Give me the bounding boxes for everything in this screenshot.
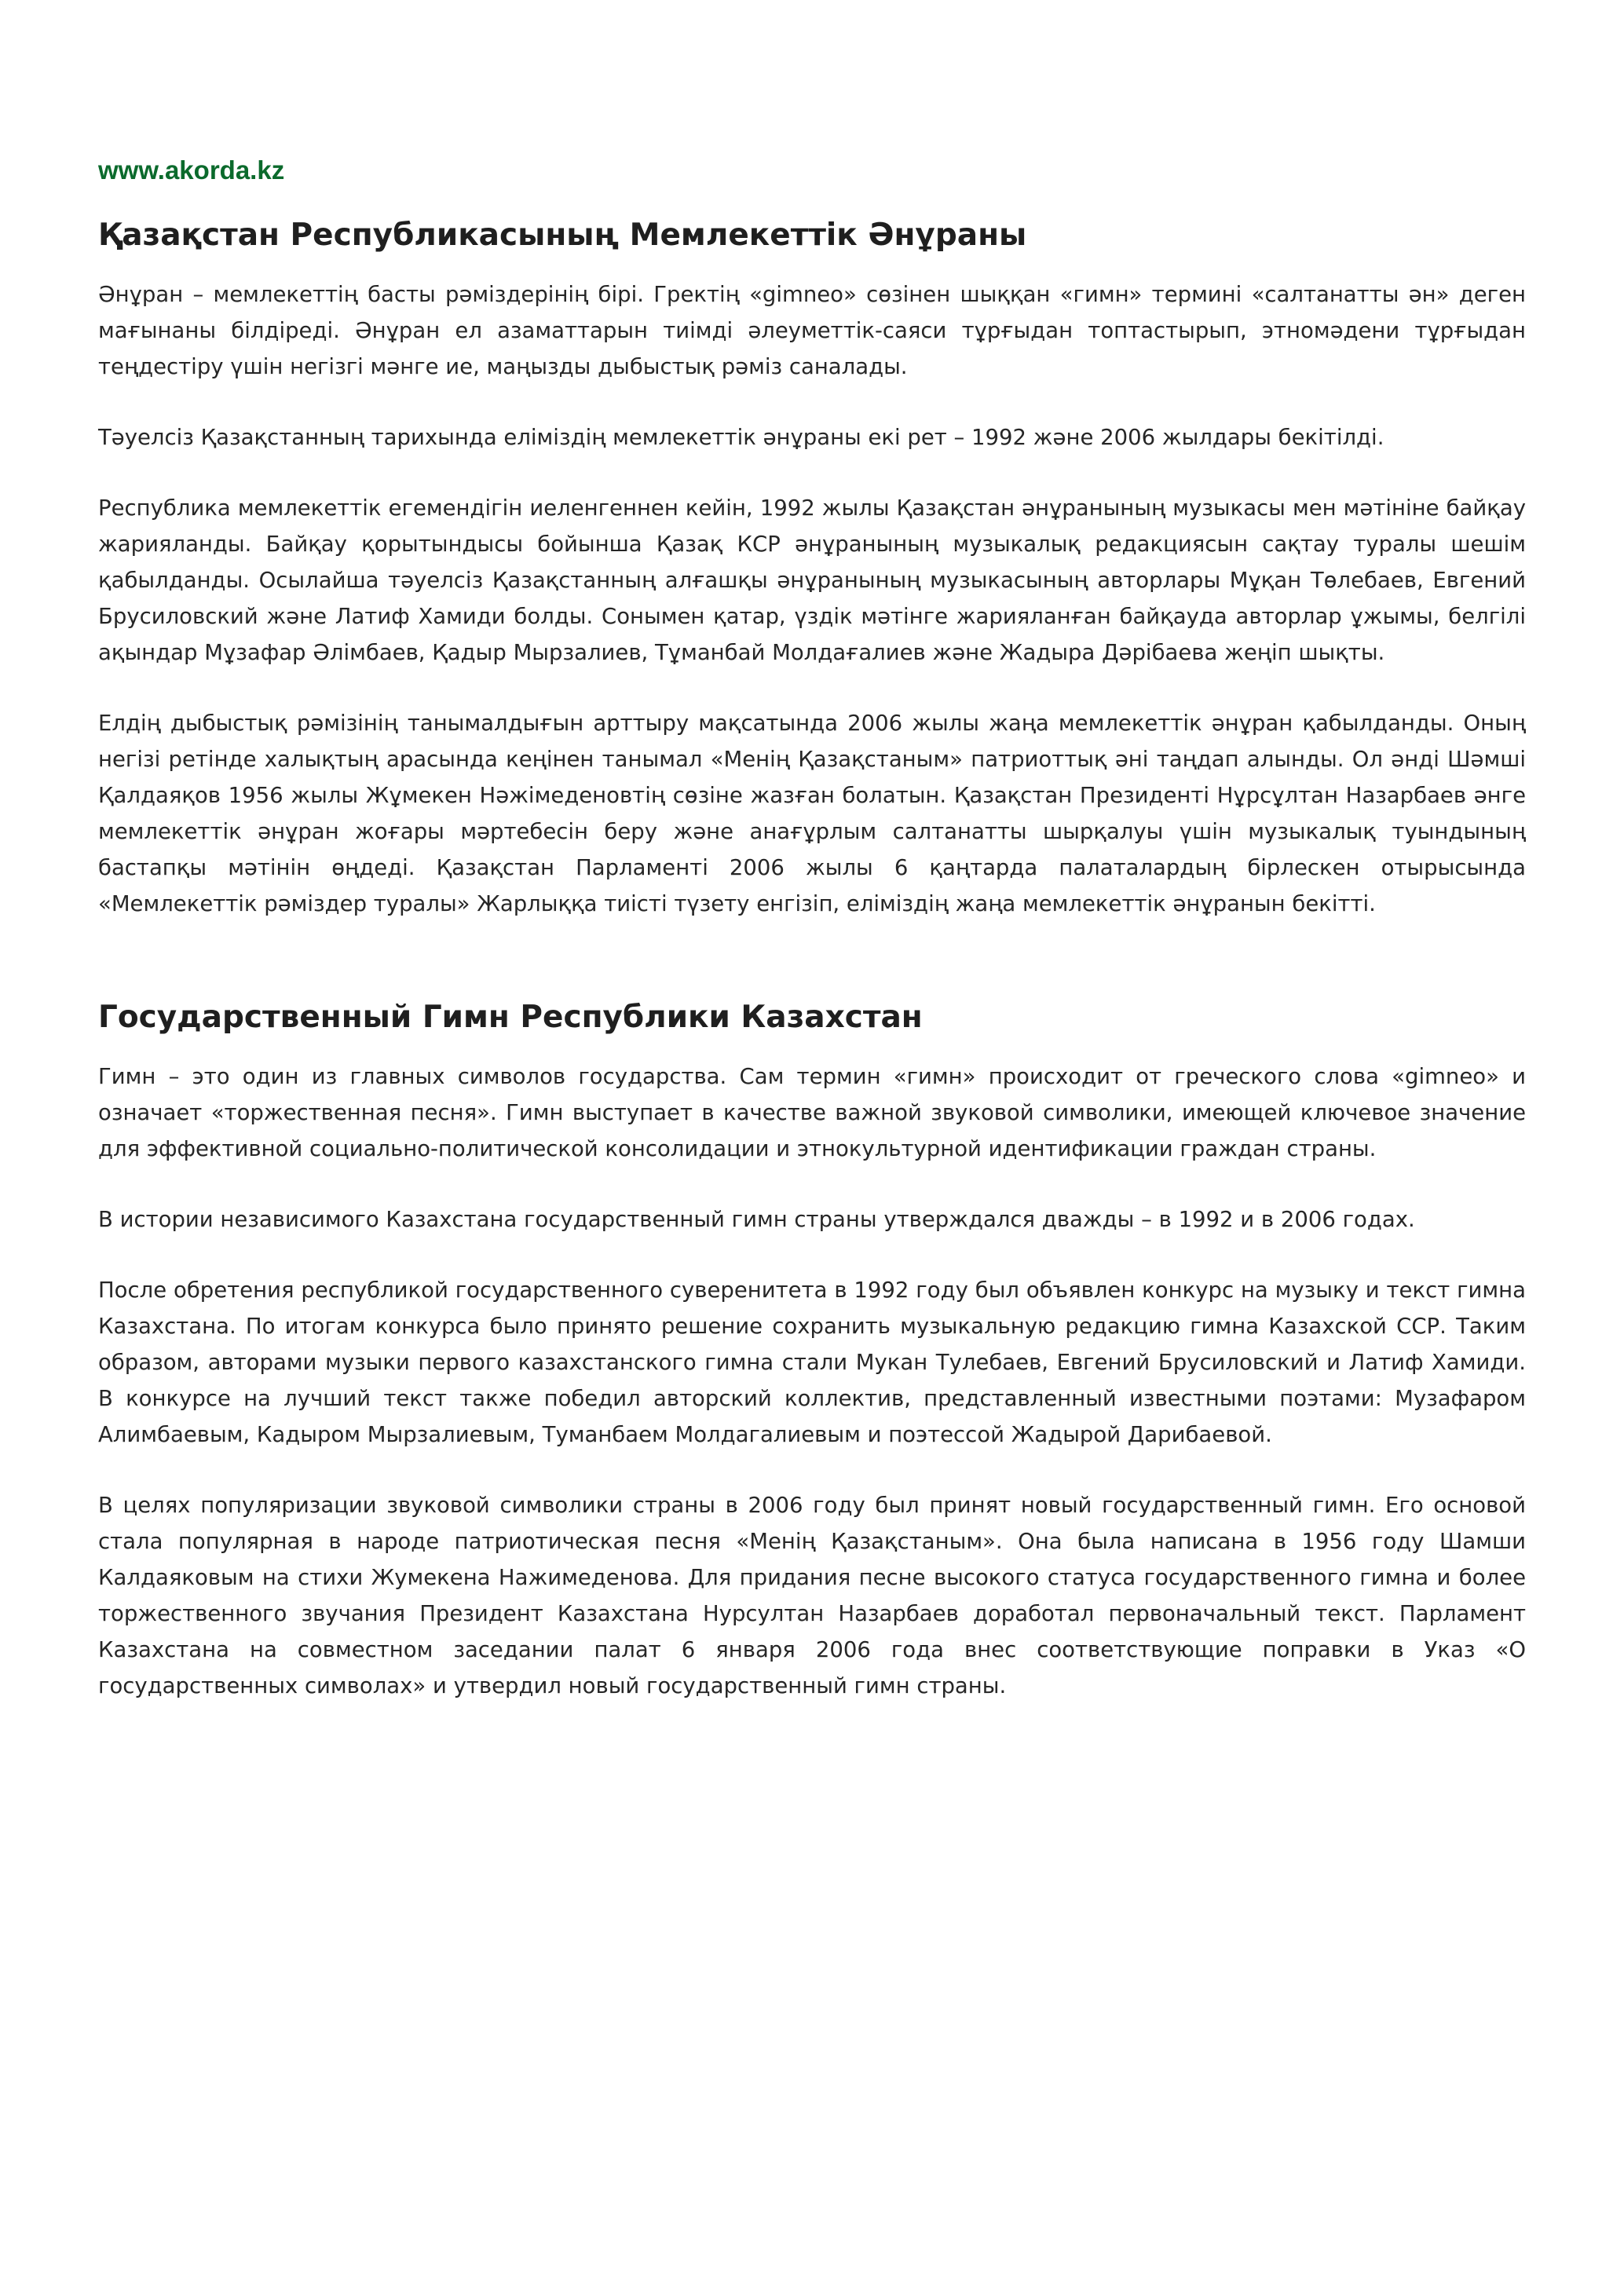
paragraph: В целях популяризации звуковой символики страны в 2006 году был принят новый государственный гимн. Его основой стала популярная в народе патриотическая песня «Менің Қазақстаным». Она была написана в 1956 году Шамши Калдаяковым на стихи Жумекена Нажимеденова. Для придания песне высокого статуса государственного гимна и более торжественного звучания Президент Казахстана Нурсултан Назарбаев доработал первоначальный текст. Парламент Казахстана на совместном заседании палат 6 января 2006 года внес соответствующие поправки в Указ «О государственных символах» и утвердил новый государственный гимн страны.	[98, 1493, 1526, 1698]
site-link[interactable]: www.akorda.kz	[98, 155, 285, 185]
paragraph: После обретения республикой государственного суверенитета в 1992 году был объявлен конкурс на музыку и текст гимна Казахстана. По итогам конкурса было принято решение сохранить музыкальную редакцию гимна Казахской ССР. Таким образом, авторами музыки первого казахстанского гимна стали Мукан Тулебаев, Евгений Брусиловский и Латиф Хамиди. В конкурсе на лучший текст также победил авторский коллектив, представленный известными поэтами: Музафаром Алимбаевым, Кадыром Мырзалиевым, Туманбаем Молдагалиевым и поэтессой Жадырой Дарибаевой.	[98, 1278, 1526, 1447]
paragraph: В истории независимого Казахстана государственный гимн страны утверждался дважды – в 1992 и в 2006 годах.	[98, 1207, 1415, 1232]
document-page	[98, 0, 1526, 2296]
section-russian	[98, 996, 1526, 1738]
paragraph: Әнұран – мемлекеттің басты рәміздерінің бірі. Гректің «gimneo» сөзінен шыққан «гимн» термині «салтанатты ән» деген мағынаны білдіреді. Әнұран ел азаматтарын тиімді әлеуметтік-саяси тұрғыдан топтастырып, этномәдени тұрғыдан теңдестіру үшін негізгі мәнге ие, маңызды дыбыстық рәміз саналады.	[98, 282, 1526, 379]
section-kazakh	[98, 214, 1526, 956]
paragraph: Елдің дыбыстық рәмізінің танымалдығын арттыру мақсатында 2006 жылы жаңа мемлекеттік әнұран қабылданды. Оның негізі ретінде халықтың арасында кеңінен танымал «Менің Қазақстаным» патриоттық әні таңдап алынды. Ол әнді Шәмші Қалдаяқов 1956 жылы Жұмекен Нәжімеденовтің сөзіне жазған болатын. Қазақстан Президенті Нұрсұлтан Назарбаев әнге мемлекеттік әнұран жоғары мәртебесін беру және анағұрлым салтанатты шырқалуы үшін музыкалық туындының бастапқы мәтінін өңдеді. Қазақстан Парламенті 2006 жылы 6 қаңтарда палаталардың бірлескен отырысында «Мемлекеттік рәміздер туралы» Жарлыққа тиісті түзету енгізіп, еліміздің жаңа мемлекеттік әнұранын бекітті.	[98, 711, 1526, 916]
paragraph: Республика мемлекеттік егемендігін иеленгеннен кейін, 1992 жылы Қазақстан әнұранының музыкасы мен мәтініне байқау жарияланды. Байқау қорытындысы бойынша Қазақ КСР әнұранының музыкалық редакциясын сақтау туралы шешім қабылданды. Осылайша тәуелсіз Қазақстанның алғашқы әнұранының музыкасының авторлары Мұқан Төлебаев, Евгений Брусиловский және Латиф Хамиди болды. Сонымен қатар, үздік мәтінге жарияланған байқауда авторлар ұжымы, белгілі ақындар Мұзафар Әлімбаев, Қадыр Мырзалиев, Тұманбай Молдағалиев және Жадыра Дәрібаева жеңіп шықты.	[98, 495, 1526, 665]
section-title-russian: Государственный Гимн Республики Казахстан	[98, 1000, 923, 1035]
paragraph: Тәуелсіз Қазақстанның тарихында еліміздің мемлекеттік әнұраны екі рет – 1992 және 2006 жылдары бекітілді.	[98, 425, 1384, 450]
paragraph: Гимн – это один из главных символов государства. Сам термин «гимн» происходит от греческого слова «gimneo» и означает «торжественная песня». Гимн выступает в качестве важной звуковой символики, имеющей ключевое значение для эффективной социально-политической консолидации и этнокультурной идентификации граждан страны.	[98, 1064, 1526, 1161]
section-title-kazakh: Қазақстан Республикасының Мемлекеттік Әнұраны	[98, 218, 1027, 253]
